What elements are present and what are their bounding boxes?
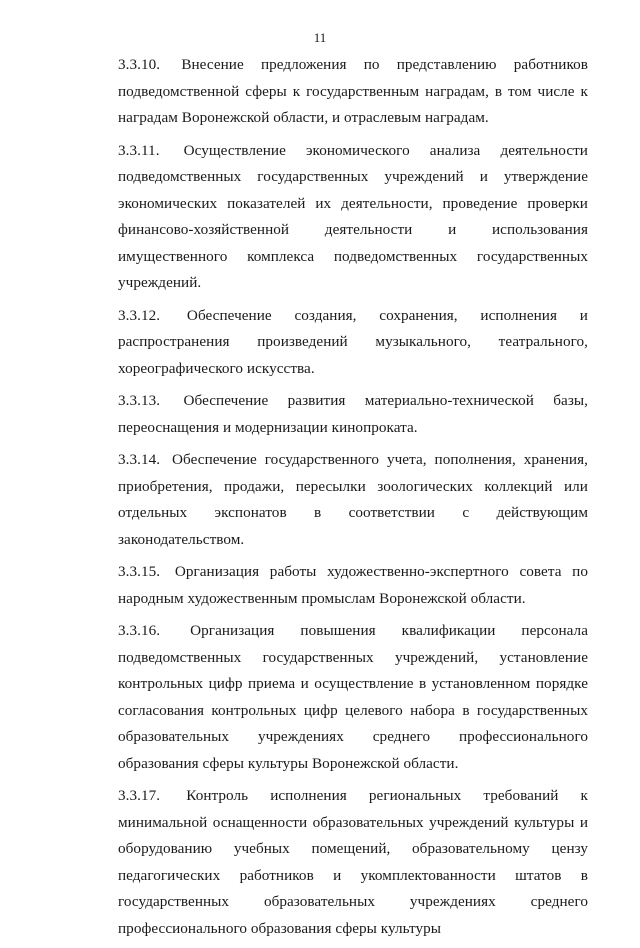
paragraph-text: Организация работы художественно-экспертного совета по народным художественным промыслам Воронежской области.: [118, 563, 588, 607]
paragraph-text: Обеспечение развития материально-технической базы, переоснащения и модернизации кинопроката.: [118, 392, 588, 436]
paragraph-number: 3.3.13.: [118, 392, 161, 409]
paragraph-number: 3.3.17.: [118, 787, 161, 804]
paragraph-text: Внесение предложения по представлению работников подведомственной сферы к государственным наградам, в том числе к наградам Воронежской области, и отраслевым наградам.: [118, 56, 588, 126]
paragraph-3-3-16: [118, 618, 588, 777]
paragraph-text: Осуществление экономического анализа деятельности подведомственных государственных учреждений и утверждение экономических показателей их деятельности, проведение проверки финансово-хозяйственной деятельности и использования имущественного комплекса подведомственных государственных учреждений.: [118, 141, 588, 291]
page-number: 11: [313, 30, 327, 45]
paragraph-number: 3.3.15.: [118, 563, 161, 580]
paragraph-number: 3.3.10.: [118, 56, 161, 73]
paragraph-text: Обеспечение создания, сохранения, исполнения и распространения произведений музыкального, театрального, хореографического искусства.: [118, 306, 588, 377]
paragraph-number: 3.3.12.: [118, 306, 161, 324]
paragraph-3-3-13: [118, 388, 588, 441]
paragraph-text: Организация повышения квалификации персонала подведомственных государственных учреждений, установление контрольных цифр приема и осуществление в установленном порядке согласования контрольных цифр целевого набора в государственных образовательных учреждениях среднего профессионального образования сферы культуры Воронежской области.: [118, 622, 588, 772]
paragraph-text: Обеспечение государственного учета, пополнения, хранения, приобретения, продажи, пересылки зоологических коллекций или отдельных экспонатов в соответствии с действующим законодательством.: [118, 451, 588, 548]
paragraph-number: 3.3.14.: [118, 451, 161, 468]
paragraph-3-3-11: [118, 138, 588, 297]
paragraph-number: 3.3.11.: [118, 141, 160, 159]
paragraph-text: Контроль исполнения региональных требований к минимальной оснащенности образовательных учреждений культуры и оборудованию учебных помещений, образовательному цензу педагогических работников и укомплектованности штатов в государственных образовательных учреждениях среднего профессионального образования сферы культуры: [118, 787, 588, 937]
paragraph-3-3-17: [118, 783, 588, 942]
document-body: [118, 52, 588, 948]
paragraph-3-3-15: [118, 559, 588, 612]
paragraph-3-3-14: [118, 447, 588, 553]
paragraph-number: 3.3.16.: [118, 622, 161, 639]
paragraph-3-3-12: [118, 303, 588, 383]
paragraph-3-3-10: [118, 52, 588, 132]
